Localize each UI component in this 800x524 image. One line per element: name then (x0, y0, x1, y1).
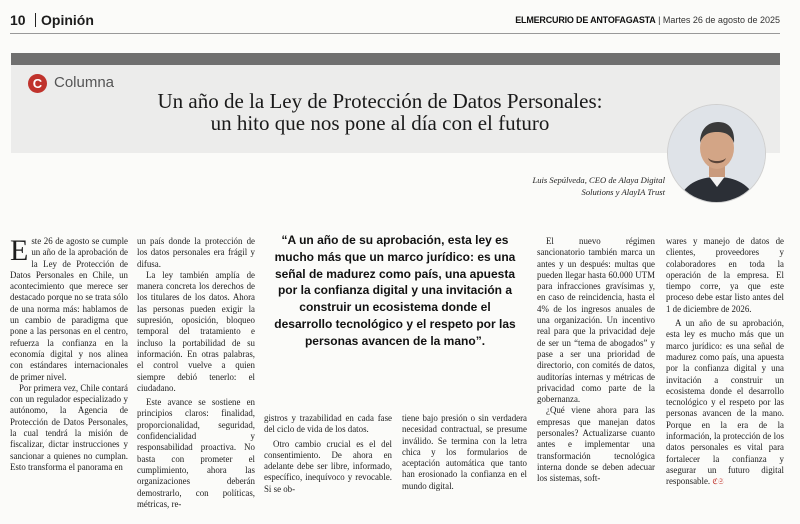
section-name: Opinión (41, 12, 94, 28)
drop-cap: E (10, 234, 29, 267)
paragraph: El nuevo régimen sancionatorio también marca un antes y un después: multas que pueden llegar hasta 60.000 UTM para infracciones gravísimas y, en caso de reincidencia, hasta el 4% de los ingresos anuales de una organización. Un incentivo real para que la privacidad deje de ser un “tema de abogados” y pase a ser una prioridad de directorio, con comités de datos, auditorías internas y métricas de privacidad como parte de la gobernanza. (537, 236, 655, 405)
newspaper-dateline: ELMERCURIO DE ANTOFAGASTA | Martes 26 de agosto de 2025 (515, 15, 780, 25)
paragraph: Otro cambio crucial es el del consentimiento. De ahora en adelante debe ser libre, informado, específico, inequívoco y revocable. Si se ob- (264, 438, 392, 494)
column-2 (137, 236, 255, 510)
column-5 (537, 236, 655, 485)
paragraph: gistros y trazabilidad en cada fase del ciclo de vida de los datos. (264, 413, 392, 435)
column-4 (402, 413, 527, 492)
publication-date: Martes 26 de agosto de 2025 (662, 15, 780, 25)
title-line-2: un hito que nos pone al día con el futuro (210, 111, 550, 135)
paragraph: Por primera vez, Chile contará con un regulador especializado y autónomo, la Agencia de Protección de Datos Personales, la cual tendrá la misión de fiscalizar, dictar instrucciones y sancionar a quienes no cumplan. Esto transforma el panorama en (10, 382, 128, 472)
column-3 (264, 413, 392, 495)
column-1 (10, 236, 128, 473)
author-portrait-icon (668, 105, 766, 203)
column-6 (666, 236, 784, 488)
paragraph (666, 318, 784, 487)
byline (480, 174, 665, 198)
column-label: Columna (54, 74, 115, 91)
title-line-1: Un año de la Ley de Protección de Datos Personales: (157, 89, 603, 113)
pull-quote: “A un año de su aprobación, esta ley es mucho más que un marco jurídico: es una señal de madurez como país, una apuesta por la confianza digital y una invitación a construir un ecosistema donde el desarrollo tecnológico y el respeto por las personas avancen de la mano”. (274, 233, 516, 348)
paragraph: wares y manejo de datos de clientes, proveedores y colaboradores en toda la operación de la empresa. El tiempo corre, ya que este proceso debe estar listo antes del 1 de diciembre de 2026. (666, 236, 784, 314)
header-divider (35, 13, 36, 27)
paragraph: tiene bajo presión o sin verdadera necesidad contractual, se presume inválido. Se termina con la letra chica y los formularios de aceptación automática que tanto han erosionado la confianza en el mundo digital. (402, 413, 527, 491)
paragraph-text: A un año de su aprobación, esta ley es mucho más que un marco jurídico: es una señal de madurez como país, una apuesta por la confianza digital y una invitación a construir un ecosistema donde el desarrollo tecnológico y el respeto por las personas avancen de la mano. Porque en la era de la información, la protección de los datos personales es vital para fortalecer la confianza y asegurar un futuro digital responsable. (666, 318, 784, 487)
header-rule (10, 33, 780, 34)
page-number: 10 (10, 12, 26, 28)
author-photo (667, 104, 766, 203)
paragraph: ¿Qué viene ahora para las empresas que manejan datos personales? Actualizarse cuanto antes e implementar una transformación tecnológica interna donde se deben adecuar los sistemas, soft- (537, 405, 655, 484)
column-logo-icon: C (28, 74, 47, 93)
newspaper-name: ELMERCURIO DE ANTOFAGASTA (515, 15, 656, 25)
paragraph (10, 236, 128, 383)
byline-line-1: Luis Sepúlveda, CEO de Alaya Digital (532, 175, 665, 185)
byline-line-2: Solutions y AlayIA Trust (581, 187, 665, 197)
end-mark-icon: ℭ𝔖 (712, 477, 724, 487)
article-title (100, 90, 660, 134)
header-band (11, 53, 780, 65)
paragraph: Este avance se sostiene en principios claros: finalidad, proporcionalidad, seguridad, confidencialidad y responsabilidad proactiva. No basta con prometer el cumplimiento, ahora las organizaciones deberán demostrarlo, con políticas, métricas, re- (137, 397, 255, 509)
paragraph: un país donde la protección de los datos personales era frágil y difusa. (137, 236, 255, 269)
page-header (10, 12, 780, 32)
paragraph-text: ste 26 de agosto se cumple un año de la aprobación de la Ley de Protección de Datos Personales en Chile, un acontecimiento que merece ser destacado porque no se trata sólo de una norma más: hablamos de un cambio de paradigma que pone a las personas en el centro, refuerza la confianza en la economía digital y nos alinea con estándares internacionales de primer nivel. (10, 236, 128, 382)
paragraph: La ley también amplía de manera concreta los derechos de los titulares de los datos. Ahora las personas pueden exigir la supresión, oposición, bloqueo temporal del tratamiento e incluso la portabilidad de su información. En otras palabras, el control vuelve a quien siempre debió tenerlo: el ciudadano. (137, 269, 255, 393)
